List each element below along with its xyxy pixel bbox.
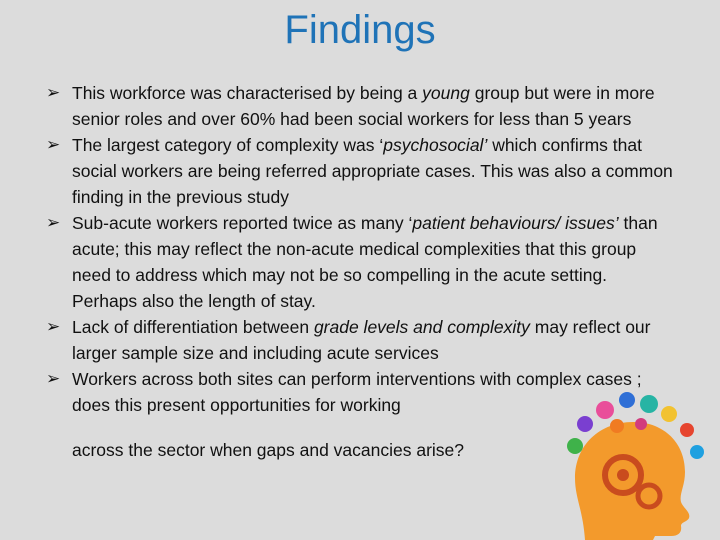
bullet-text: may reflect our larger sample size and including acute services [72,317,651,363]
bullet-text: Workers across both sites can perform interventions with complex cases ; does this present opportunities for working [72,369,642,415]
bullet-item [46,314,676,366]
magenta-icon [635,418,647,430]
bullet-text: grade levels and complexity [313,317,530,337]
bullet-text: Lack of differentiation between [72,317,314,337]
bullet-text: Sub-acute workers reported twice as many ‘ [72,213,413,233]
pink-icon [596,401,614,419]
green-icon [567,438,583,454]
bullet-list [46,80,676,418]
arrow-bullet-icon: ➢ [46,213,61,232]
bullet-item [46,210,676,314]
orange-icon [610,419,624,433]
bullet-continuation-text: across the sector when gaps and vacancies arise? [72,440,465,460]
purple-icon [577,416,593,432]
bullet-item [46,132,676,210]
teal-icon [640,395,658,413]
bullet-text: This workforce was characterised by being a [72,83,423,103]
arrow-bullet-icon: ➢ [46,369,61,388]
lightblue-icon [690,445,704,459]
yellow-icon [661,406,677,422]
bullet-text: than acute; this may reflect the non-acute medical complexities that this group need to address which may not be so compelling in the acute setting. Perhaps also the length of stay. [72,213,658,311]
arrow-bullet-icon: ➢ [46,83,61,102]
bullet-text: group but were in more senior roles and over 60% had been social workers for less than 5 years [72,83,655,129]
bullet-text: The largest category of complexity was ‘ [72,135,384,155]
gear-hub-icon [617,469,629,481]
slide-title: Findings [284,8,436,52]
bullet-item [46,80,676,132]
head-with-colorful-icons-illustration [545,390,715,540]
bullet-text: young [422,83,470,103]
bullet-text: patient behaviours/ issues’ [412,213,619,233]
red-icon [680,423,694,437]
blue-icon [619,392,635,408]
bullet-text: which confirms that social workers are being referred appropriate cases. This was also a common finding in the previous study [72,135,673,207]
arrow-bullet-icon: ➢ [46,135,61,154]
arrow-bullet-icon: ➢ [46,317,61,336]
bullet-text: psychosocial’ [383,135,488,155]
head-silhouette [575,422,689,540]
